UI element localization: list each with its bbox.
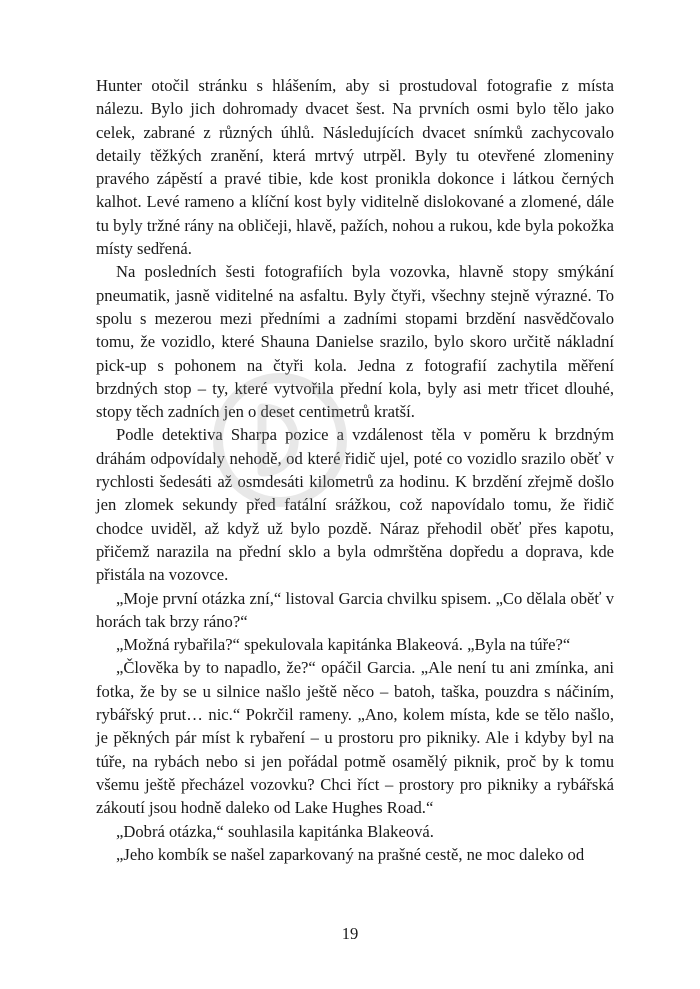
paragraph-8: „Jeho kombík se našel zaparkovaný na prašné cestě, ne moc daleko od [116,844,585,864]
paragraph-3: Podle detektiva Sharpa pozice a vzdálenost těla v poměru k brzdným dráhám odpovídaly nehodě, od které řidič ujel, poté co vozidlo srazilo oběť v rychlosti šedesáti až osmdesáti kilometrů za hodinu. K brzdění zřejmě došlo jen zlomek sekundy před fatální srážkou, což napovídalo tomu, že řidič chodce uviděl, až když už bylo pozdě. Náraz přehodil oběť přes kapotu, přičemž narazila na přední sklo a byla odmrštěna dopředu a doprava, kde přistála na vozovce. [96,425,614,585]
paragraph-5: „Možná rybařila?“ spekulovala kapitánka Blakeová. „Byla na túře?“ [116,635,571,655]
page-body [96,74,614,866]
paragraph-7: „Dobrá otázka,“ souhlasila kapitánka Blakeová. [116,821,434,841]
page-number: 19 [341,924,359,943]
paragraph-1: Hunter otočil stránku s hlášením, aby si prostudoval fotografie z místa nálezu. Bylo jich dohromady dvacet šest. Na prvních osmi bylo tělo jako celek, zabrané z různých úhlů. Následujících dvacet snímků zachycovalo detaily těžkých zranění, která mrtvý utrpěl. Byly tu otevřené zlomeniny pravého zápěstí a pravé tibie, kde kost pronikla dokonce i látkou černých kalhot. Levé rameno a klíční kost byly viditelně dislokované a zlomené, dále tu byly tržné rány na obličeji, hlavě, pažích, nohou a rukou, kde byla pokožka místy sedřená. [96,76,614,259]
paragraph-4: „Moje první otázka zní,“ listoval Garcia chvilku spisem. „Co dělala oběť v horách tak brzy ráno?“ [96,588,614,631]
paragraph-6: „Člověka by to napadlo, že?“ opáčil Garcia. „Ale není tu ani zmínka, ani fotka, že by se u silnice našlo ještě něco – batoh, taška, pouzdra s náčiním, rybářský prut… nic.“ Pokrčil rameny. „Ano, kolem místa, kde se tělo našlo, je pěkných pár míst k rybaření – u prostoru pro pikniky. Ale i kdyby byl na túře, na rybách nebo si jen pořádal potmě osamělý piknik, proč by k tomu všemu ještě přecházel vozovku? Chci říct – prostory pro pikniky a rybářská zákoutí jsou hodně daleko od Lake Hughes Road.“ [96,658,614,818]
paragraph-2: Na posledních šesti fotografiích byla vozovka, hlavně stopy smýkání pneumatik, jasně viditelné na asfaltu. Byly čtyři, všechny stejně výrazné. To spolu s mezerou mezi předními a zadními stopami brzdění nasvědčovalo tomu, že vozidlo, které Shauna Danielse srazilo, bylo skoro určitě nákladní pick-up s pohonem na čtyři kola. Jedna z fotografií zachytila měření brzdných stop – ty, které vytvořila přední kola, byly asi metr třicet dlouhé, stopy těch zadních jen o deset centimetrů kratší. [96,262,614,422]
